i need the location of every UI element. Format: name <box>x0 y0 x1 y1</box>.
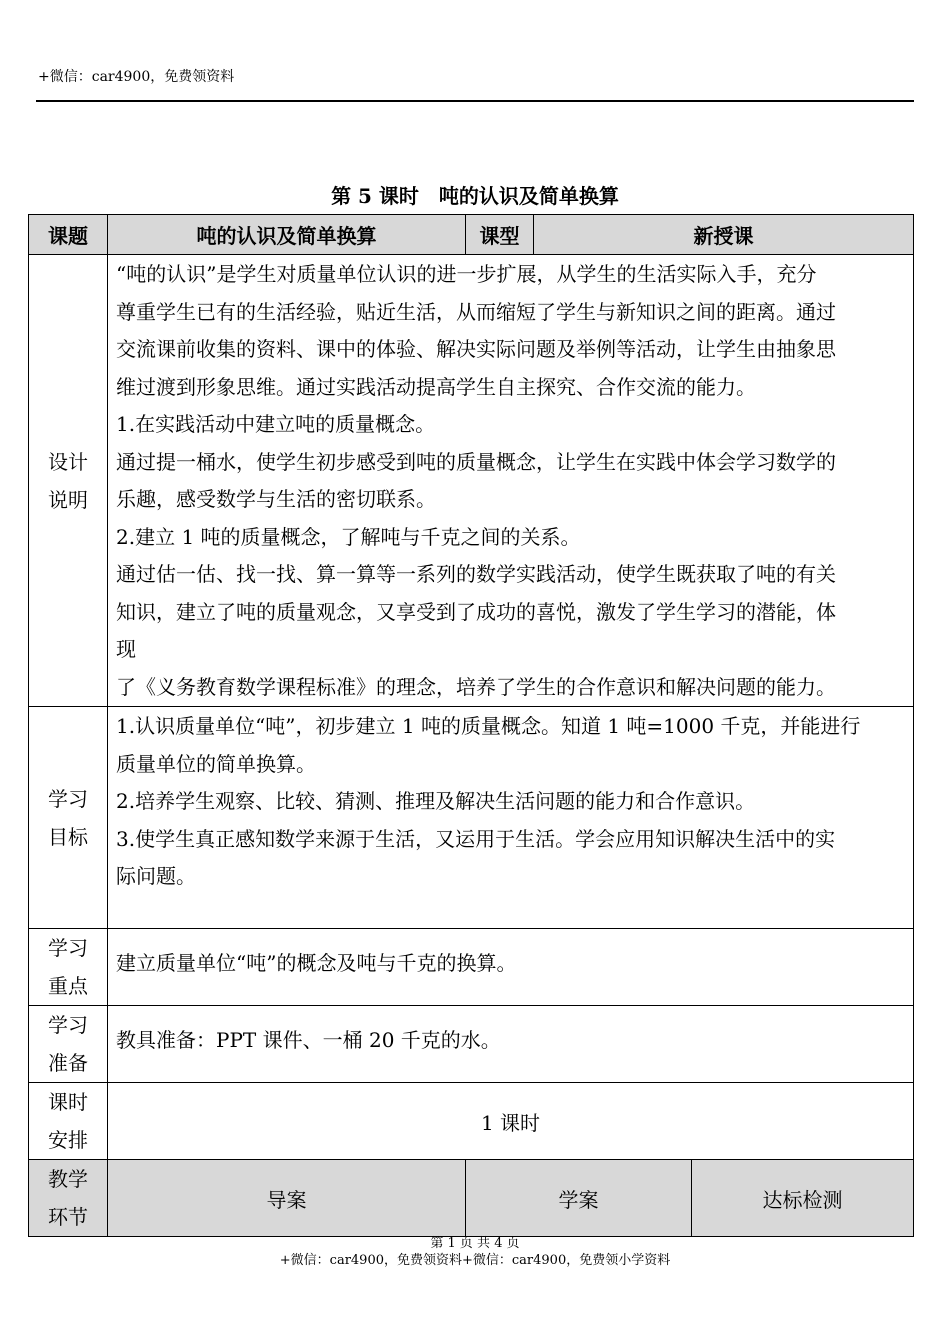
topic-value: 吨的认识及简单换算 <box>108 215 466 255</box>
prep-label-line1: 学习 <box>48 1013 88 1037</box>
prep-content <box>108 1006 914 1083</box>
lesson-title: 第 5 课时 吨的认识及简单换算 <box>331 184 619 208</box>
design-line: 1.在实践活动中建立吨的质量概念。 <box>116 412 436 436</box>
schedule-row <box>29 1083 914 1160</box>
goals-label-line2: 目标 <box>48 824 88 849</box>
stages-label <box>29 1160 108 1237</box>
stage-guide-header: 导案 <box>108 1160 466 1237</box>
design-label <box>29 255 108 707</box>
prep-value: 教具准备：PPT 课件、一桶 20 千克的水。 <box>116 1028 501 1053</box>
header-divider <box>36 100 914 102</box>
schedule-label-line1: 课时 <box>48 1090 88 1114</box>
stages-label-line2: 环节 <box>48 1205 88 1229</box>
prep-row <box>29 1006 914 1083</box>
goals-content <box>108 707 914 929</box>
goals-label-line1: 学习 <box>48 786 88 811</box>
design-row <box>29 255 914 707</box>
design-line: 2.建立 1 吨的质量概念，了解吨与千克之间的关系。 <box>116 524 581 549</box>
design-line: 乐趣，感受数学与生活的密切联系。 <box>116 487 436 511</box>
type-value: 新授课 <box>534 215 914 255</box>
topic-label: 课题 <box>29 215 108 255</box>
header-note: +微信：car4900，免费领资料 <box>38 69 235 85</box>
design-line: 交流课前收集的资料、课中的体验、解决实际问题及举例等活动，让学生由抽象思 <box>116 337 836 361</box>
focus-label-line2: 重点 <box>48 974 88 998</box>
stage-assessment-header: 达标检测 <box>692 1160 914 1237</box>
goals-line: 1.认识质量单位“吨”，初步建立 1 吨的质量概念。知道 1 吨=1000 千克，并能进行 <box>116 714 861 738</box>
design-line: 通过估一估、找一找、算一算等一系列的数学实践活动，使学生既获取了吨的有关 <box>116 562 836 586</box>
goals-row <box>29 707 914 929</box>
design-line: 了《义务教育数学课程标准》的理念，培养了学生的合作意识和解决问题的能力。 <box>116 674 836 699</box>
design-line: 维过渡到形象思维。通过实践活动提高学生自主探究、合作交流的能力。 <box>116 374 756 399</box>
design-line: 通过提一桶水，使学生初步感受到吨的质量概念，让学生在实践中体会学习数学的 <box>116 449 836 474</box>
prep-label-line2: 准备 <box>48 1051 88 1075</box>
stage-learning-header: 学案 <box>466 1160 692 1237</box>
focus-label <box>29 929 108 1006</box>
goals-line: 际问题。 <box>116 864 196 888</box>
design-label-line1: 设计 <box>48 449 88 474</box>
footer-note: +微信：car4900，免费领资料+微信：car4900，免费领小学资料 <box>279 1253 671 1268</box>
prep-label <box>29 1006 108 1083</box>
goals-label <box>29 707 108 929</box>
schedule-label <box>29 1083 108 1160</box>
lesson-plan-table <box>28 214 914 1237</box>
stages-label-line1: 教学 <box>48 1167 88 1191</box>
type-label: 课型 <box>466 215 534 255</box>
goals-line: 质量单位的简单换算。 <box>116 751 316 776</box>
goals-line: 3.使学生真正感知数学来源于生活，又运用于生活。学会应用知识解决生活中的实 <box>116 826 836 851</box>
focus-value: 建立质量单位“吨”的概念及吨与千克的换算。 <box>116 951 517 976</box>
focus-content <box>108 929 914 1006</box>
schedule-label-line2: 安排 <box>48 1128 88 1152</box>
focus-label-line1: 学习 <box>48 936 88 960</box>
design-content <box>108 255 914 707</box>
design-line: 知识，建立了吨的质量观念，又享受到了成功的喜悦，激发了学生学习的潜能，体 <box>116 599 836 624</box>
design-line: “吨的认识”是学生对质量单位认识的进一步扩展，从学生的生活实际入手，充分 <box>116 262 817 286</box>
focus-row <box>29 929 914 1006</box>
stages-row <box>29 1160 914 1237</box>
schedule-value: 1 课时 <box>108 1083 914 1160</box>
design-label-line2: 说明 <box>48 487 88 512</box>
goals-line: 2.培养学生观察、比较、猜测、推理及解决生活问题的能力和合作意识。 <box>116 789 756 813</box>
page-number: 第 1 页 共 4 页 <box>430 1236 520 1251</box>
design-line: 现 <box>116 637 136 661</box>
topic-row <box>29 215 914 255</box>
design-line: 尊重学生已有的生活经验，贴近生活，从而缩短了学生与新知识之间的距离。通过 <box>116 299 836 324</box>
